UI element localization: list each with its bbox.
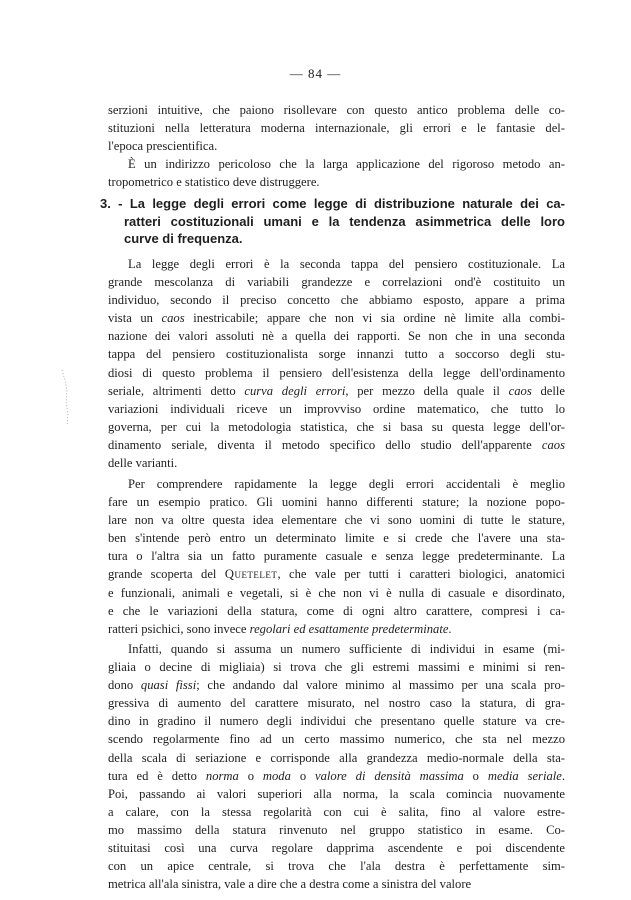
heading-line: 3. - La legge degli errori come legge di distribuzione naturale dei ca- [100, 196, 565, 211]
text-run: della scala di seriazione e corrisponde alla grandezza medio-normale della sta- [108, 750, 565, 765]
text-line [108, 345, 565, 363]
text-run: La legge degli errori è la seconda tappa del pensiero costituzionale. La [128, 257, 565, 271]
text-line [108, 821, 565, 839]
text-run: fare un esempio pratico. Gli uomini hanno differenti stature; la nozione popo- [108, 495, 565, 510]
text-run: o [463, 768, 488, 783]
text-run: , che vale per tutti i caratteri biologici, anatomici [277, 567, 565, 582]
text-run: diosi di questo problema il pensiero dell'esistenza della legge dell'ordinamento [108, 365, 565, 380]
paragraph-legge-errori [108, 255, 565, 472]
text-run: lare non va oltre questa idea elementare che vi sono uomini di tutte le stature, [108, 513, 565, 528]
text-line [108, 400, 565, 418]
text-run: tura ed è detto [108, 768, 206, 783]
text-run: gressiva di aumento del carattere misurato, nel nostro caso la statura, di gra- [108, 696, 565, 711]
emphasized-text: regolari ed esattamente predeterminate [249, 621, 449, 636]
emphasized-text: Quetelet [224, 567, 278, 582]
text-run: tappa del pensiero costituzionalista sorge innanzi tutto a soccorso degli stu- [108, 347, 565, 362]
text-line [108, 493, 565, 511]
text-run: Infatti, quando si assuma un numero sufficiente di individui in esame (mi- [128, 642, 565, 656]
text-run: e funzionali, animali e vegetali, si è che non vi è nulla di casuale e disordinato, [108, 585, 565, 600]
emphasized-text: moda [262, 768, 291, 783]
text-line [108, 694, 565, 712]
text-run: delle varianti. [108, 456, 178, 471]
text-run: seriale, altrimenti detto [108, 383, 245, 398]
text-run: dinamento seriale, diventa il metodo specifico dello studio dell'apparente [108, 437, 542, 452]
text-run: ben s'intende però entro un determinato limite e si crede che l'avere una sta- [108, 531, 565, 546]
paragraph-quetelet [108, 475, 565, 638]
text-run: . [448, 621, 452, 636]
text-run: tura o l'altra sia un fatto puramente casuale e senza legge predeterminante. La [108, 549, 565, 564]
text-line [108, 547, 565, 565]
text-run: o [290, 768, 316, 783]
margin-pencil-mark [58, 368, 74, 428]
text-line: È un indirizzo pericoloso che la larga applicazione del rigoroso metodo an- [128, 157, 565, 172]
text-line [108, 857, 565, 875]
text-run: scendo regolarmente fino ad un certo massimo numerico, che sta nel mezzo [108, 732, 565, 747]
section-heading [100, 195, 565, 248]
text-run: mo massimo della statura rinvenuto nel gruppo statistico in esame. Co- [108, 822, 565, 837]
text-run: inestricabile; appare che non vi sia ordine nè limite alla combi- [184, 311, 565, 326]
text-line [108, 839, 565, 857]
text-run: variazioni individuali riceve un improvviso ordine matematico, che tutto lo [108, 401, 565, 416]
text-line [108, 255, 565, 273]
text-run: governa, per cui la metodologia statistica, che si basa su questa legge dell'or- [108, 419, 565, 434]
text-run: nazione dei valori assoluti nè a quella dei rapporti. Se non che in una seconda [108, 329, 565, 344]
text-line [108, 602, 565, 620]
heading-line: ratteri costituzionali umani e la tendenza asimmetrica delle loro [124, 213, 565, 229]
text-line [108, 640, 565, 658]
emphasized-text: media seriale [487, 768, 562, 783]
emphasized-text: valore di densità massima [315, 768, 464, 783]
text-line: l'epoca prescientifica. [108, 139, 218, 154]
text-run: . [561, 768, 565, 783]
text-line [108, 454, 565, 472]
text-line [108, 436, 565, 454]
text-run: dono [108, 678, 141, 693]
text-line [108, 529, 565, 547]
text-line: stituzioni nella letteratura moderna internazionale, gli errori e le fantasie del- [108, 121, 565, 136]
text-run: o [238, 768, 263, 783]
text-line [108, 291, 565, 309]
intro-block [108, 101, 565, 191]
text-run: ; che andando dal valore minimo al massimo per una scala pro- [196, 678, 565, 693]
page-number: — 84 — [289, 66, 342, 81]
paragraph-seriazione [108, 640, 565, 893]
text-line [108, 364, 565, 382]
text-line [108, 511, 565, 529]
text-line [108, 584, 565, 602]
text-run: gliaia o decine di migliaia) si trova che gli estremi massimi e minimi si ren- [108, 660, 565, 675]
text-run: Per comprendere rapidamente la legge degli errori accidentali è meglio [128, 477, 565, 491]
text-line [108, 676, 565, 694]
text-line [108, 712, 565, 730]
text-run: vista un [108, 311, 162, 326]
emphasized-text: caos [541, 437, 565, 452]
text-line [108, 730, 565, 748]
emphasized-text: caos [508, 383, 532, 398]
text-line [108, 565, 565, 583]
text-run: a calare, con la stessa regolarità con cui è salita, fino al valore estre- [108, 804, 565, 819]
text-line [108, 273, 565, 291]
emphasized-text: curva degli errori [244, 383, 346, 398]
text-run: grande mescolanza di variabili grandezze e correlazioni ond'è costituito un [108, 275, 565, 290]
emphasized-text: caos [161, 311, 185, 326]
text-run: stituitasi così una curva regolare dapprima ascendente e poi discendente [108, 841, 565, 856]
emphasized-text: quasi fissi [140, 678, 197, 693]
text-line [108, 767, 565, 785]
emphasized-text: norma [205, 768, 239, 783]
heading-line: curve di frequenza. [124, 231, 243, 246]
text-run: Poi, passando ai valori superiori alla norma, la scala comincia nuovamente [108, 786, 565, 801]
text-line [108, 475, 565, 493]
text-run: e che le variazioni della statura, come di ogni altro carattere, compresi i ca- [108, 603, 565, 618]
text-line: serzioni intuitive, che paiono risollevare con questo antico problema delle co- [108, 103, 565, 117]
text-line [108, 875, 565, 893]
text-run: individuo, secondo il preciso concetto che abbiamo esposto, appare a prima [108, 293, 565, 308]
text-run: metrica all'ala sinistra, vale a dire che a destra come a sinistra del valore [108, 877, 472, 892]
text-line [108, 327, 565, 345]
text-line [108, 658, 565, 676]
text-line [108, 418, 565, 436]
text-run: , per mezzo della quale il [345, 383, 509, 398]
text-run: delle [531, 383, 565, 398]
text-run: grande scoperta del [108, 567, 225, 582]
text-line [108, 309, 565, 327]
text-line: tropometrico e statistico deve distruggere. [108, 175, 320, 190]
text-run: dino in gradino il numero degli individui che presentano quelle stature va cre- [108, 714, 565, 729]
text-line [108, 620, 565, 638]
text-line [108, 749, 565, 767]
text-run: ratteri psichici, sono invece [108, 621, 250, 636]
text-run: con un apice centrale, si trova che l'ala destra è perfettamente sim- [108, 859, 565, 874]
text-line [108, 382, 565, 400]
text-line [108, 803, 565, 821]
text-line [108, 785, 565, 803]
